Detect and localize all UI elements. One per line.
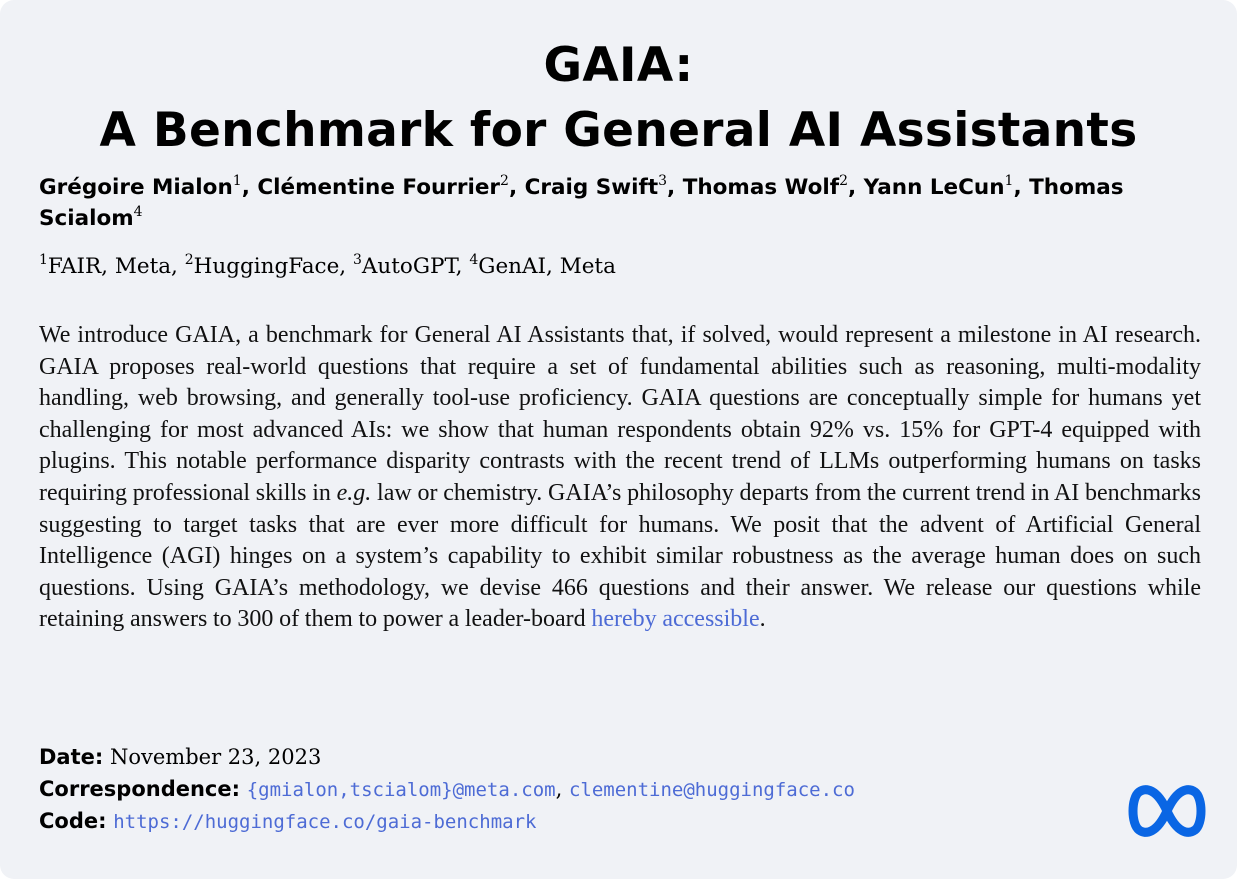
email-link-huggingface[interactable]: clementine@huggingface.co [568, 779, 855, 801]
affil-marker: 2 [184, 252, 194, 268]
date-line [39, 742, 1139, 772]
author-affil-marker: 2 [500, 173, 509, 189]
date-label: Date: [39, 745, 104, 769]
author-name: Yann LeCun [863, 175, 1005, 200]
author-affil-marker: 1 [232, 173, 242, 189]
leaderboard-link[interactable]: hereby accessible [591, 606, 760, 633]
author-name: Clémentine Fourrier [257, 175, 501, 200]
affiliation-name: HuggingFace [193, 254, 340, 279]
affil-marker: 1 [39, 252, 48, 268]
date-value: November 23, 2023 [109, 745, 322, 769]
affiliation-name: FAIR, Meta [47, 254, 172, 279]
author-name: Craig Swift [524, 175, 659, 200]
correspondence-label: Correspondence: [39, 777, 241, 801]
author-affil-marker: 4 [133, 204, 143, 220]
code-line [39, 806, 1139, 837]
abstract-paragraph [39, 320, 1201, 636]
paper-title-line1: GAIA: [543, 38, 694, 93]
meta-infinity-logo-icon [1127, 782, 1207, 840]
author-name: Thomas Wolf [682, 175, 840, 200]
affiliation-list: $^1$FAIR, Meta, $^2$HuggingFace, $^3$AutoGPT, $^4$GenAI, Meta [39, 252, 616, 279]
code-label: Code: [39, 809, 107, 833]
affiliation-name: AutoGPT [361, 254, 456, 279]
email-link-meta[interactable]: {gmialon,tscialom}@meta.com [246, 779, 556, 801]
abstract-text: We introduce GAIA, a benchmark for General AI Assistants that, if solved, would represent a milestone in AI research. GAIA proposes real-world questions that require a set of fundamental abilities such as reasoning, multi-modality handling, web browsing, and generally tool-use proficiency. GAIA questions are conceptually simple for humans yet challenging for most advanced AIs: we show that human respondents obtain 92% vs. 15% for GPT-4 equipped with plugins. This notable performance disparity contrasts with the recent trend of LLMs outperforming humans on tasks requiring professional skills in [39, 322, 1201, 506]
abstract-text: law or chemistry. GAIA’s philosophy departs from the current trend in AI benchmarks suggesting to target tasks that are ever more difficult for humans. We posit that the advent of Artificial General Intelligence (AGI) hinges on a system’s capability to exhibit similar robustness as the average human does on such questions. Using GAIA’s methodology, we devise 466 questions and their answer. We release our questions while retaining answers to 300 of them to power a leader-board [39, 479, 1201, 633]
affil-marker: 3 [352, 252, 362, 268]
paper-title-line2: A Benchmark for General AI Assistants [99, 103, 1138, 158]
affiliation-name: GenAI, Meta [478, 254, 616, 279]
abstract-end: . [759, 606, 766, 633]
author-list: Grégoire Mialon$^1$, Clémentine Fourrier$^2$, Craig Swift$^3$, Thomas Wolf$^2$, Yann LeCun$^1$, Thomas Scialom$^4$ [39, 173, 1124, 231]
code-url-link[interactable]: https://huggingface.co/gaia-benchmark [113, 811, 537, 833]
author-affil-marker: 3 [658, 173, 668, 189]
abstract-emphasis: e.g. [336, 479, 372, 506]
author-affil-marker: 1 [1004, 173, 1014, 189]
author-name: Thomas Scialom [39, 175, 1124, 231]
affil-marker: 4 [469, 252, 479, 268]
correspondence-separator: , [555, 777, 569, 801]
author-name: Grégoire Mialon [39, 175, 233, 200]
correspondence-line [39, 774, 1139, 805]
author-affil-marker: 2 [839, 173, 848, 189]
